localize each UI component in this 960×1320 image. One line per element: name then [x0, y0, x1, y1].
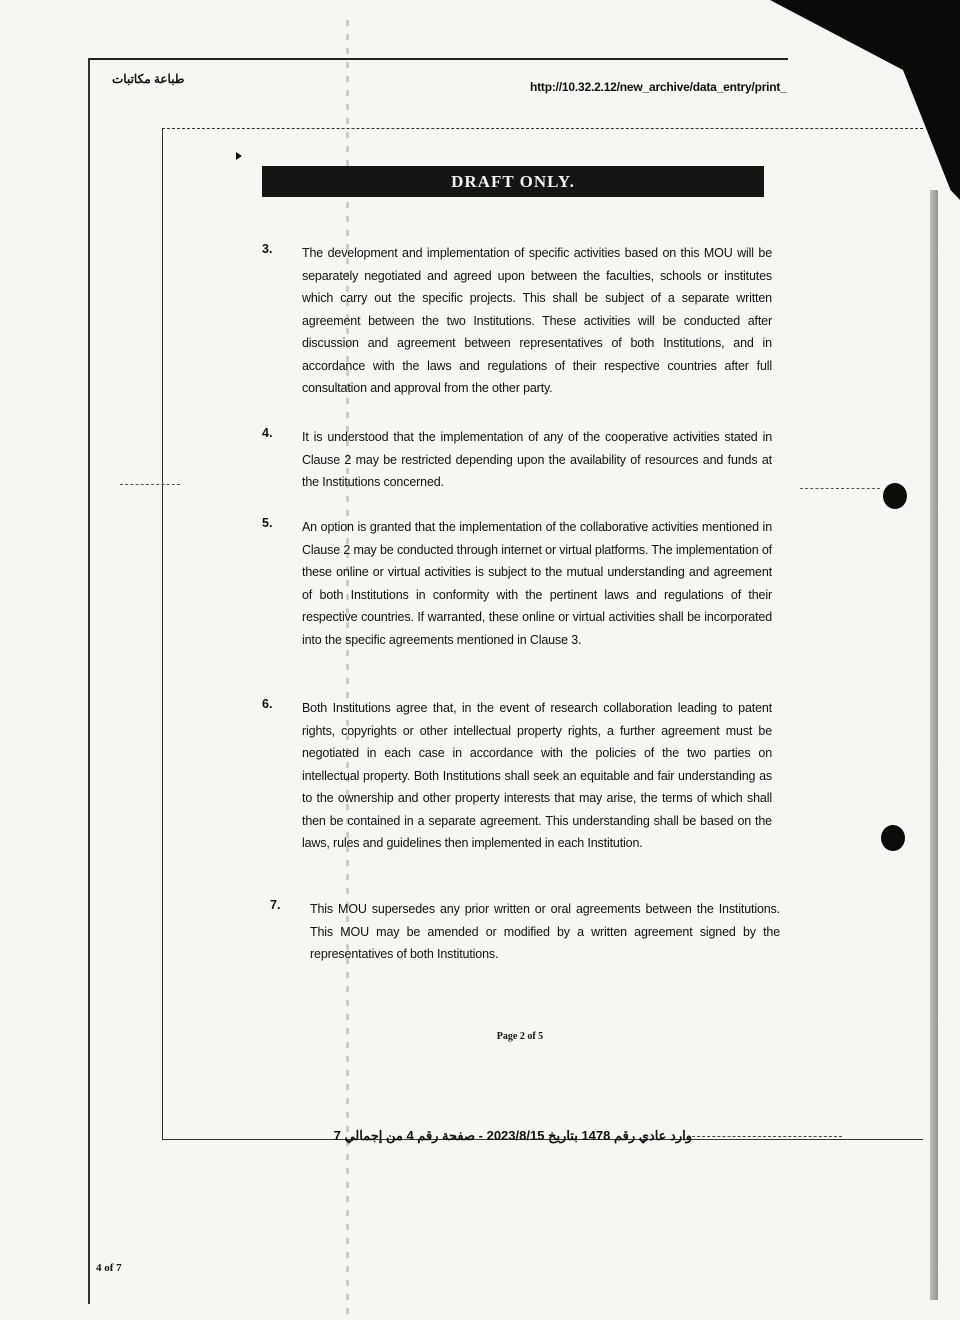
clause-number: 5.: [262, 516, 273, 530]
clause-number: 7.: [270, 898, 281, 912]
page-number: Page 2 of 5: [496, 1031, 544, 1042]
draft-only-banner: DRAFT ONLY.: [262, 166, 764, 197]
clause-number: 4.: [262, 426, 273, 440]
punch-hole-icon: [881, 825, 905, 851]
clause-text: The development and implementation of specific activities based on this MOU will be separately negotiated and agreed upon between the faculties, schools or institutes which carry out the specific projects. This shall be subject of a separate written agreement between the two Institutions. These activities will be conducted after discussion and agreement between representatives of both Institutions, and in accordance with the laws and regulations of their respective countries after full consultation and approval from the other party.: [302, 246, 772, 395]
clause-text: Both Institutions agree that, in the event of research collaboration leading to patent rights, copyrights or other intellectual property rights, a further agreement must be negotiated in each case in accordance with the policies of the two parties on intellectual property. Both Institutions shall seek an equitable and fair understanding as to the ownership and other property interests that may arise, the terms of which shall then be contained in a separate agreement. This understanding shall be based on the laws, rules and guidelines then implemented in each Institution.: [302, 701, 772, 850]
clause-text: An option is granted that the implementation of the collaborative activities mentioned in Clause 2 may be conducted through internet or virtual platforms. The implementation of these online or virtual activities is subject to the mutual understanding and agreement of both Institutions in conformity with the pertinent laws and regulations of their respective countries. If warranted, these online or virtual activities shall be incorporated into the specific agreements mentioned in Clause 3.: [302, 520, 772, 647]
outer-left-border: [88, 58, 90, 1304]
header-arabic-label: طباعة مكاتبات: [112, 72, 185, 86]
footer-dash-line: [692, 1136, 842, 1137]
clause-text: This MOU supersedes any prior written or oral agreements between the Institutions. This MOU may be amended or modified by a written agreement signed by the representatives of both Institutions.: [310, 902, 780, 961]
clause-number: 3.: [262, 242, 273, 256]
punch-hole-icon: [883, 483, 907, 509]
clause-text: It is understood that the implementation of any of the cooperative activities stated in Clause 2 may be restricted depending upon the availability of resources and funds at the Institutions concerned.: [302, 430, 772, 489]
header-url: http://10.32.2.12/new_archive/data_entry/print_: [530, 80, 787, 94]
bullet-mark-icon: [236, 152, 242, 160]
margin-dash-line: [800, 488, 880, 489]
margin-dash-line: [120, 484, 180, 485]
outer-top-border: [88, 58, 788, 60]
scan-right-edge: [930, 190, 938, 1300]
footer-arabic-stamp: وارد عادي رقم 1478 بتاريخ 2023/8/15 - صفحة رقم 4 من إجمالي 7: [333, 1128, 692, 1143]
clause-number: 6.: [262, 697, 273, 711]
scan-page-counter: 4 of 7: [96, 1262, 122, 1274]
